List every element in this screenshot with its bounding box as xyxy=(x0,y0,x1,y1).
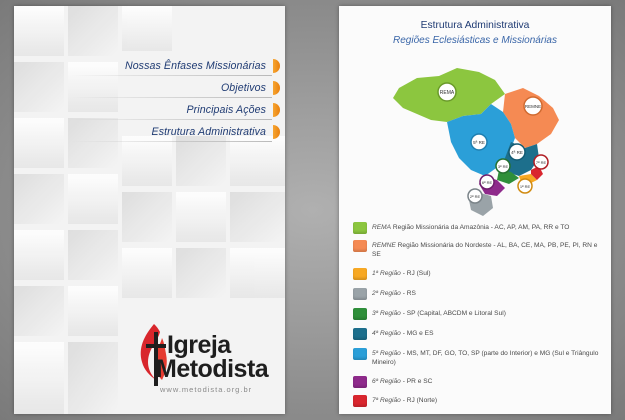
svg-text:6ª RE: 6ª RE xyxy=(481,180,493,185)
map-pin-3re xyxy=(496,159,510,173)
legend-tag: 4ª Região xyxy=(372,330,401,337)
map-pin-remne xyxy=(524,97,542,115)
legend-item-remne xyxy=(353,240,603,268)
legend-swatch xyxy=(353,288,367,300)
map-pin-5re xyxy=(471,134,487,150)
legend-tag: 2ª Região xyxy=(372,290,401,297)
menu-divider xyxy=(70,97,272,98)
cover-menu xyxy=(70,55,280,143)
svg-text:7ª RE: 7ª RE xyxy=(535,160,547,165)
menu-item-objetivos[interactable] xyxy=(70,77,280,99)
map-pin-1re xyxy=(518,179,532,193)
svg-text:1ª RE: 1ª RE xyxy=(519,184,531,189)
legend-swatch xyxy=(353,240,367,252)
menu-item-label: Nossas Ênfases Missionárias xyxy=(124,60,266,72)
legend-item-4re xyxy=(353,328,603,348)
legend-item-7re xyxy=(353,395,603,413)
menu-item-label: Principais Ações xyxy=(186,104,266,116)
menu-tab-marker xyxy=(273,103,280,117)
legend-tag: 7ª Região xyxy=(372,397,401,404)
legend-desc: - RJ (Norte) xyxy=(402,397,438,404)
legend-desc: Região Missionária da Amazônia - AC, AP, AM, PA, RR e TO xyxy=(392,224,570,231)
menu-item-label: Objetivos xyxy=(220,82,266,94)
svg-text:2ª RE: 2ª RE xyxy=(469,194,481,199)
legend-tag: 3ª Região xyxy=(372,310,401,317)
structure-panel xyxy=(339,6,611,414)
legend-desc: - RS xyxy=(402,290,416,297)
legend-swatch xyxy=(353,308,367,320)
map-pin-4re xyxy=(509,144,525,160)
menu-item-estrutura[interactable] xyxy=(70,121,280,143)
cover-panel xyxy=(14,6,285,414)
legend-swatch xyxy=(353,376,367,388)
map-pin-6re xyxy=(480,175,494,189)
legend-desc: - SP (Capital, ABCDM e Litoral Sul) xyxy=(402,310,506,317)
menu-divider xyxy=(70,141,272,142)
legend-item-2re xyxy=(353,288,603,308)
legend-swatch xyxy=(353,348,367,360)
menu-item-enfases[interactable] xyxy=(70,55,280,77)
legend-tag: 6ª Região xyxy=(372,378,401,385)
legend-swatch xyxy=(353,328,367,340)
svg-text:4ª RE: 4ª RE xyxy=(511,150,523,155)
menu-tab-marker xyxy=(273,81,280,95)
svg-text:3ª RE: 3ª RE xyxy=(497,164,509,169)
legend-desc: - MG e ES xyxy=(402,330,434,337)
map-pin-rema xyxy=(438,83,456,101)
menu-divider xyxy=(70,75,272,76)
svg-text:REMNE: REMNE xyxy=(524,104,542,109)
legend-item-rema xyxy=(353,222,603,240)
menu-divider xyxy=(70,119,272,120)
legend-swatch xyxy=(353,268,367,280)
legend-swatch xyxy=(353,222,367,234)
legend-tag: 1ª Região xyxy=(372,270,401,277)
menu-tab-marker xyxy=(273,59,280,73)
menu-item-acoes[interactable] xyxy=(70,99,280,121)
legend-tag: 5ª Região xyxy=(372,350,401,357)
legend-swatch xyxy=(353,395,367,407)
legend-tag: REMA xyxy=(372,224,392,231)
legend-desc: Região Missionária do Nordeste - AL, BA, CE, MA, PB, PE, PI, RN e SE xyxy=(372,242,598,258)
legend-item-3re xyxy=(353,308,603,328)
map-pin-7re xyxy=(534,155,548,169)
brazil-regions-map xyxy=(387,58,565,218)
logo-word-igreja: Igreja xyxy=(167,331,231,359)
svg-text:5ª RE: 5ª RE xyxy=(473,140,485,145)
menu-item-label: Estrutura Administrativa xyxy=(151,126,266,138)
legend-item-5re xyxy=(353,348,603,376)
legend-item-6re xyxy=(353,376,603,395)
svg-text:REMA: REMA xyxy=(439,90,455,96)
legend-desc: - MS, MT, DF, GO, TO, SP (parte do Interior) e MG (Sul e Triângulo Mineiro) xyxy=(372,350,599,366)
logo-word-metodista: Metodista xyxy=(156,355,269,383)
legend-desc: - PR e SC xyxy=(402,378,433,385)
page-title: Estrutura Administrativa xyxy=(420,20,530,31)
page-subtitle: Regiões Eclesiásticas e Missionárias xyxy=(393,35,557,46)
igreja-metodista-logo xyxy=(134,322,284,402)
menu-tab-marker xyxy=(273,125,280,139)
legend-item-1re xyxy=(353,268,603,288)
legend-tag: REMNE xyxy=(372,242,396,249)
region-legend xyxy=(353,222,603,413)
legend-desc: - RJ (Sul) xyxy=(402,270,431,277)
logo-url: www.metodista.org.br xyxy=(160,385,253,394)
map-pin-2re xyxy=(468,189,482,203)
